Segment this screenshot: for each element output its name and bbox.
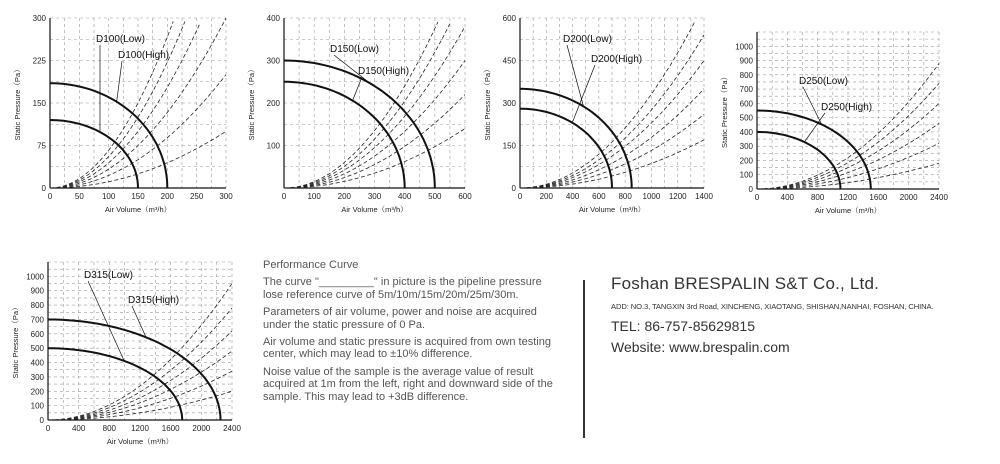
x-tick-label: 2400 xyxy=(930,193,948,202)
y-tick-label: 1000 xyxy=(26,272,44,282)
note-item: Noise value of the sample is the average value of result acquired at 1m from the left, right and downward side of the sample. This may lead to +3dB difference. xyxy=(263,365,553,403)
x-tick-label: 1200 xyxy=(131,424,149,433)
x-tick-label: 1400 xyxy=(695,192,713,201)
note-item: Parameters of air volume, power and noise are acquired under the static pressure of 0 Pa. xyxy=(263,306,537,331)
x-tick-label: 400 xyxy=(397,192,412,201)
x-tick-label: 1000 xyxy=(642,192,661,201)
performance-curve xyxy=(50,120,138,188)
chart-d100 xyxy=(0,0,245,215)
x-tick-label: 200 xyxy=(337,192,352,201)
y-axis-label: Static Pressure（Pa） xyxy=(11,303,20,379)
y-tick-label: 400 xyxy=(266,14,280,23)
x-axis-label: Air Volume（m³/h） xyxy=(341,205,408,214)
y-tick-label: 600 xyxy=(30,329,44,339)
y-tick-label: 600 xyxy=(502,14,516,23)
chart-d150 xyxy=(247,0,480,215)
y-tick-label: 300 xyxy=(30,372,44,382)
x-tick-label: 0 xyxy=(281,192,287,201)
x-tick-label: 800 xyxy=(102,424,117,433)
y-tick-label: 225 xyxy=(32,56,46,66)
company-name: Foshan BRESPALIN S&T Co., Ltd. xyxy=(611,274,880,293)
curve-label: D200(High) xyxy=(591,54,643,65)
company-info xyxy=(611,274,1000,355)
y-tick-label: 500 xyxy=(739,113,753,123)
y-axis-label: Static Pressure（Pa） xyxy=(247,65,256,141)
x-tick-label: 2000 xyxy=(899,193,918,202)
x-axis-label: Air Volume（m³/h） xyxy=(578,205,646,214)
y-tick-label: 0 xyxy=(748,185,753,194)
x-axis-label: Air Volume（m³/h） xyxy=(104,205,172,214)
y-tick-label: 400 xyxy=(30,358,44,368)
y-tick-label: 150 xyxy=(32,99,46,108)
curve-label-leader xyxy=(567,45,583,106)
chart-d250 xyxy=(720,0,995,215)
y-axis-label: Static Pressure（Pa） xyxy=(13,65,22,141)
curve-label: D315(High) xyxy=(128,295,180,306)
y-tick-label: 600 xyxy=(739,99,753,109)
y-tick-label: 300 xyxy=(739,142,753,152)
x-tick-label: 100 xyxy=(307,192,321,201)
x-axis-label: Air Volume（m³/h） xyxy=(814,206,882,215)
y-tick-label: 200 xyxy=(30,387,44,397)
curve-label-leader xyxy=(572,65,595,123)
x-tick-label: 150 xyxy=(131,192,145,201)
pipeline-curve-30m xyxy=(50,21,173,188)
y-tick-label: 300 xyxy=(32,14,46,23)
curve-label-leader xyxy=(117,61,122,102)
x-tick-label: 600 xyxy=(592,192,606,201)
curve-label: D100(Low) xyxy=(96,34,145,45)
y-axis-label: Static Pressure（Pa） xyxy=(483,65,492,141)
curve-label-leader xyxy=(88,281,124,361)
y-tick-label: 1000 xyxy=(735,42,753,52)
y-tick-label: 700 xyxy=(30,315,44,325)
note-item: Air volume and static pressure is acquired from own testing center, which may lead to ±10% difference. xyxy=(263,336,551,361)
curve-label: D250(High) xyxy=(821,102,873,113)
x-tick-label: 600 xyxy=(458,192,472,201)
x-tick-label: 400 xyxy=(565,192,580,201)
x-tick-label: 2000 xyxy=(192,424,211,433)
x-tick-label: 1600 xyxy=(869,193,888,202)
chart-d315 xyxy=(0,232,255,464)
company-address: ADD: NO.3, TANGXIN 3rd Road, XINCHENG, XIAOTANG, SHISHAN,NANHAI, FOSHAN, CHINA. xyxy=(611,302,934,311)
y-tick-label: 400 xyxy=(739,127,753,137)
curve-label-leader xyxy=(353,77,362,101)
x-axis-label: Air Volume（m³/h） xyxy=(106,437,174,446)
x-tick-label: 0 xyxy=(47,192,53,201)
y-axis-label: Static Pressure（Pa） xyxy=(720,72,729,149)
curve-label: D150(Low) xyxy=(330,44,379,55)
company-website: Website: www.brespalin.com xyxy=(611,339,790,355)
y-tick-label: 75 xyxy=(37,141,46,151)
performance-notes xyxy=(263,259,563,408)
x-tick-label: 200 xyxy=(160,192,175,201)
y-tick-label: 0 xyxy=(39,416,44,425)
x-tick-label: 400 xyxy=(71,424,86,433)
x-tick-label: 100 xyxy=(101,192,116,201)
x-tick-label: 1200 xyxy=(668,192,687,201)
y-tick-label: 900 xyxy=(30,286,44,296)
performance-curve xyxy=(520,89,632,188)
x-tick-label: 300 xyxy=(219,192,233,201)
y-tick-label: 0 xyxy=(511,184,516,193)
y-tick-label: 300 xyxy=(266,56,280,66)
curve-label: D250(Low) xyxy=(799,76,848,87)
curve-label: D100(High) xyxy=(118,50,170,61)
y-tick-label: 200 xyxy=(739,156,753,166)
x-tick-label: 50 xyxy=(74,192,84,201)
notes-title: Performance Curve xyxy=(263,259,359,271)
note-item: The curve "_________" in picture is the pipeline pressure lose reference curve of 5m/10m/15m/20m/25m/30m. xyxy=(263,276,542,301)
y-tick-label: 500 xyxy=(30,344,44,354)
y-tick-label: 100 xyxy=(30,401,44,411)
curve-label: D200(Low) xyxy=(563,34,612,45)
x-tick-label: 0 xyxy=(754,193,760,202)
y-tick-label: 200 xyxy=(266,99,280,108)
x-tick-label: 400 xyxy=(780,193,795,202)
y-tick-label: 800 xyxy=(739,70,753,80)
x-tick-label: 800 xyxy=(618,192,632,201)
x-tick-label: 300 xyxy=(367,192,382,201)
x-tick-label: 500 xyxy=(428,192,442,201)
curve-label: D315(Low) xyxy=(84,270,133,281)
y-tick-label: 150 xyxy=(502,141,516,151)
x-tick-label: 1600 xyxy=(161,424,180,433)
y-tick-label: 450 xyxy=(502,56,516,66)
x-tick-label: 250 xyxy=(189,192,204,201)
x-tick-label: 0 xyxy=(45,424,51,433)
x-tick-label: 200 xyxy=(539,192,553,201)
x-tick-label: 1200 xyxy=(839,193,857,202)
y-tick-label: 700 xyxy=(739,85,753,95)
y-tick-label: 100 xyxy=(739,170,753,180)
x-tick-label: 800 xyxy=(810,193,825,202)
y-tick-label: 100 xyxy=(266,141,280,151)
x-tick-label: 2400 xyxy=(223,424,241,433)
x-tick-label: 0 xyxy=(517,192,523,201)
y-tick-label: 800 xyxy=(30,301,44,311)
company-tel: TEL: 86-757-85629815 xyxy=(611,318,755,334)
curve-label: D150(High) xyxy=(358,66,410,77)
y-tick-label: 0 xyxy=(41,184,46,193)
y-tick-label: 900 xyxy=(739,56,753,66)
y-tick-label: 300 xyxy=(502,99,516,108)
vertical-divider xyxy=(583,280,585,438)
chart-d200 xyxy=(483,0,720,215)
performance-curve xyxy=(757,111,871,190)
